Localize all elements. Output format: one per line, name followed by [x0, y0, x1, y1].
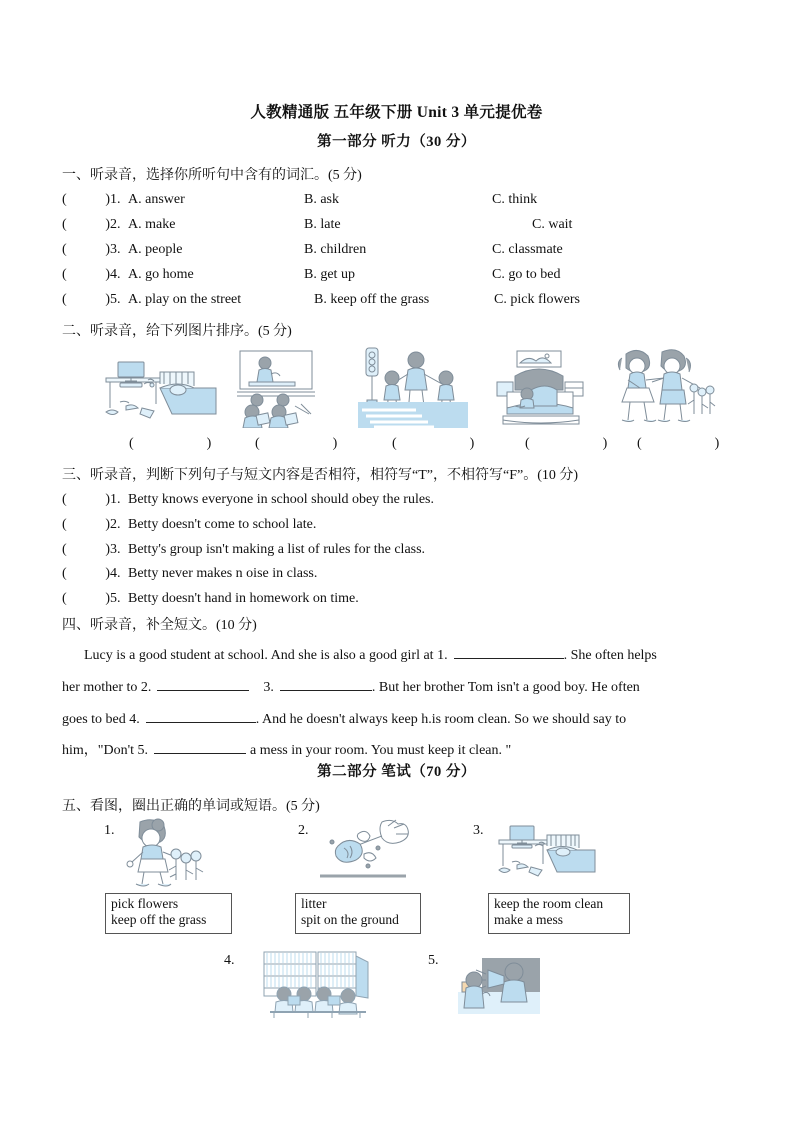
picture-classroom [235, 348, 317, 428]
picture-answer-bracket[interactable]: ( ) [129, 436, 234, 451]
true-false-row [62, 542, 425, 558]
statement-number: 2. [110, 517, 121, 532]
question-row [62, 192, 742, 208]
true-false-row [62, 492, 434, 508]
passage-text: . But her brother Tom isn't a good boy. He often [371, 680, 640, 695]
question-number: 1. [110, 192, 121, 207]
item-number: 2. [298, 823, 309, 838]
question-row [62, 217, 742, 233]
item-number: 3. [473, 823, 484, 838]
option-b[interactable]: B. late [304, 217, 341, 232]
question-number: 4. [110, 267, 121, 282]
option-a[interactable]: A. answer [128, 192, 185, 207]
statement-number: 3. [110, 542, 121, 557]
answer-bracket[interactable] [62, 267, 110, 283]
option-line[interactable]: spit on the ground [301, 912, 399, 927]
statement-number: 5. [110, 591, 121, 606]
passage-blank-5[interactable] [154, 738, 246, 754]
section-four-heading: 四、听录音，补全短文。(10 分) [62, 618, 257, 633]
true-false-row [62, 591, 359, 607]
picture-boy-with-megaphone [458, 958, 540, 1014]
option-c[interactable]: C. wait [532, 217, 573, 232]
statement-text: Betty knows everyone in school should obey the rules. [128, 492, 435, 507]
section-five-heading: 五、看图，圈出正确的单词或短语。(5 分) [62, 799, 320, 814]
option-box-3[interactable] [488, 893, 630, 934]
section-two-heading: 二、听录音，给下列图片排序。(5 分) [62, 324, 292, 339]
answer-bracket[interactable] [62, 292, 110, 308]
passage-text: . She often helps [563, 648, 657, 663]
passage-text: Lucy is a good student at school. And she is also a good girl at 1. [84, 648, 448, 663]
picture-library-reading [262, 950, 372, 1018]
option-b[interactable]: B. keep off the grass [314, 292, 430, 307]
picture-messy-bedroom [98, 356, 220, 428]
true-false-row [62, 566, 317, 582]
true-false-row [62, 517, 316, 533]
part-one-title: 第一部分 听力（30 分） [317, 134, 476, 150]
passage-text: 3. [263, 680, 274, 695]
answer-bracket[interactable] [62, 242, 110, 258]
page-title: 人教精通版 五年级下册 Unit 3 单元提优卷 [250, 104, 543, 121]
option-a[interactable]: A. go home [128, 267, 194, 282]
passage-text: him，"Don't 5. [62, 743, 149, 758]
passage-line [62, 675, 732, 696]
picture-answer-bracket[interactable]: ( ) [525, 436, 630, 451]
section-three-heading: 三、听录音，判断下列句子与短文内容是否相符，相符写“T”，不相符写“F”。(10 分) [62, 468, 579, 483]
passage-line [62, 643, 732, 664]
answer-bracket[interactable] [62, 192, 110, 208]
passage-text: her mother to 2. [62, 680, 152, 695]
statement-text: Betty never makes n oise in class. [128, 566, 318, 581]
question-row [62, 242, 742, 258]
option-c[interactable]: C. think [492, 192, 538, 207]
part-two-title: 第二部分 笔试（70 分） [317, 764, 476, 780]
passage-text: a mess in your room. You must keep it clean. " [250, 743, 512, 758]
option-c[interactable]: C. go to bed [492, 267, 561, 282]
option-box-1[interactable] [105, 893, 232, 934]
section-one-heading: 一、听录音，选择你所听句中含有的词汇。(5 分) [62, 168, 362, 183]
option-b[interactable]: B. get up [304, 267, 355, 282]
picture-picking-flowers [608, 348, 716, 428]
picture-messy-room [493, 822, 597, 884]
answer-bracket[interactable] [62, 591, 110, 607]
picture-hand-throwing-litter [316, 818, 412, 888]
statement-number: 1. [110, 492, 121, 507]
option-line[interactable]: pick flowers [111, 896, 179, 911]
picture-answer-bracket[interactable]: ( ) [255, 436, 360, 451]
picture-answer-bracket[interactable]: ( ) [392, 436, 497, 451]
picture-girl-picking-flowers [122, 818, 208, 888]
picture-crossing-street [358, 346, 468, 428]
option-c[interactable]: C. pick flowers [494, 292, 580, 307]
passage-blank-1[interactable] [454, 643, 564, 659]
option-line[interactable]: make a mess [494, 912, 563, 927]
option-box-2[interactable] [295, 893, 421, 934]
statement-text: Betty doesn't come to school late. [128, 517, 317, 532]
passage-text: . And he doesn't always keep h.is room clean. So we should say to [255, 712, 627, 727]
statement-text: Betty's group isn't making a list of rules for the class. [128, 542, 426, 557]
option-a[interactable]: A. make [128, 217, 176, 232]
statement-text: Betty doesn't hand in homework on time. [128, 591, 359, 606]
passage-blank-4[interactable] [146, 707, 256, 723]
passage-blank-3[interactable] [280, 675, 372, 691]
option-a[interactable]: A. play on the street [128, 292, 242, 307]
passage-line [62, 707, 732, 728]
passage-blank-2[interactable] [157, 675, 249, 691]
answer-bracket[interactable] [62, 517, 110, 533]
question-number: 3. [110, 242, 121, 257]
picture-answer-bracket[interactable]: ( ) [637, 436, 742, 451]
option-line[interactable]: keep the room clean [494, 896, 604, 911]
option-a[interactable]: A. people [128, 242, 183, 257]
question-number: 5. [110, 292, 121, 307]
answer-bracket[interactable] [62, 217, 110, 233]
option-line[interactable]: keep off the grass [111, 912, 207, 927]
option-b[interactable]: B. ask [304, 192, 339, 207]
statement-number: 4. [110, 566, 121, 581]
passage-text: goes to bed 4. [62, 712, 140, 727]
answer-bracket[interactable] [62, 492, 110, 508]
question-number: 2. [110, 217, 121, 232]
item-number: 1. [104, 823, 115, 838]
passage-line [62, 738, 732, 759]
question-row [62, 292, 742, 308]
question-row [62, 267, 742, 283]
option-line[interactable]: litter [301, 896, 327, 911]
item-number: 4. [224, 953, 235, 968]
option-c[interactable]: C. classmate [492, 242, 563, 257]
picture-making-bed [495, 350, 587, 428]
answer-bracket[interactable] [62, 566, 110, 582]
option-b[interactable]: B. children [304, 242, 367, 257]
item-number: 5. [428, 953, 439, 968]
answer-bracket[interactable] [62, 542, 110, 558]
